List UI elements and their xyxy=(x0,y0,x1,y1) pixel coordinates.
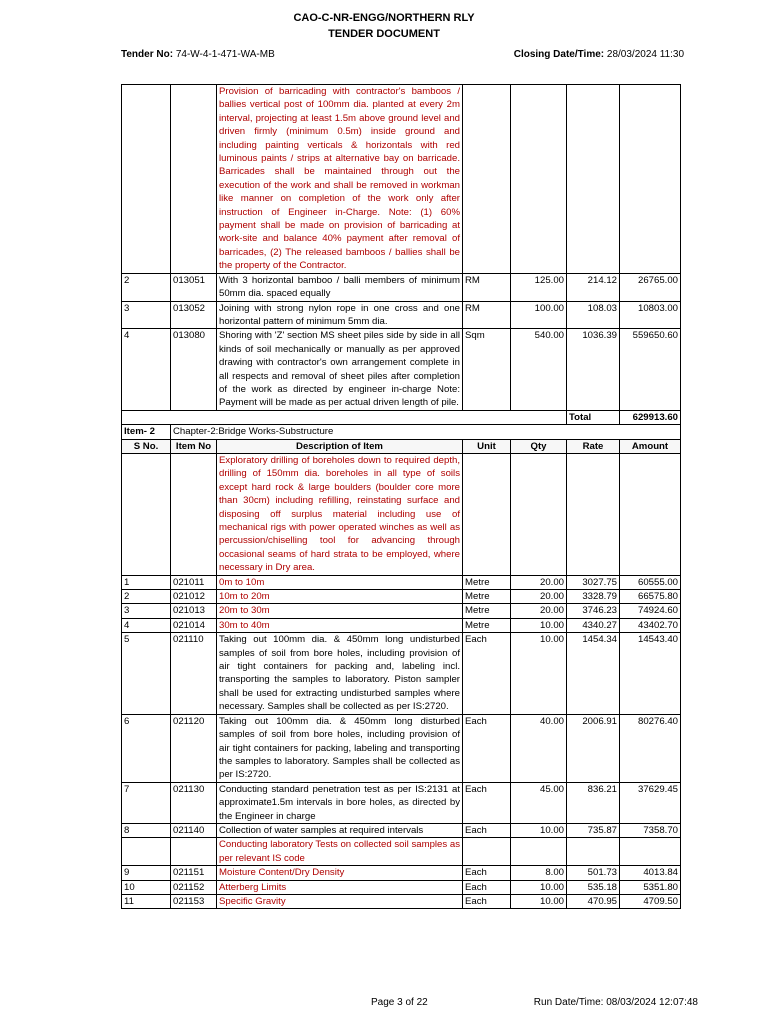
item-description: Taking out 100mm dia. & 450mm long disturbed samples of soil from bore holes, including provision of air tight containers for packing, labeling and transporting the samples to laboratory. Samples shall be collected as per IS:2720. xyxy=(217,714,463,782)
unit: Each xyxy=(463,823,511,837)
quantity: 10.00 xyxy=(511,618,567,632)
rate: 1036.39 xyxy=(567,329,620,410)
quantity: 8.00 xyxy=(511,866,567,880)
serial-number: 1 xyxy=(122,575,171,589)
column-header-unit: Unit xyxy=(463,439,511,453)
table-row xyxy=(122,85,681,274)
quantity: 125.00 xyxy=(511,273,567,301)
table-row xyxy=(122,618,681,632)
rate: 836.21 xyxy=(567,782,620,823)
table-row xyxy=(122,329,681,410)
amount: 66575.80 xyxy=(620,590,681,604)
rate: 3746.23 xyxy=(567,604,620,618)
table-row xyxy=(122,575,681,589)
closing-datetime xyxy=(514,49,684,60)
organization-title: CAO-C-NR-ENGG/NORTHERN RLY xyxy=(293,12,475,24)
rate: 108.03 xyxy=(567,301,620,329)
unit: Metre xyxy=(463,575,511,589)
table-row xyxy=(122,301,681,329)
amount: 80276.40 xyxy=(620,714,681,782)
item-number: 021151 xyxy=(171,866,217,880)
table-row xyxy=(122,714,681,782)
item-description: Atterberg Limits xyxy=(217,880,463,894)
total-row xyxy=(122,410,681,424)
unit: Metre xyxy=(463,604,511,618)
unit: Each xyxy=(463,894,511,908)
item-description: 0m to 10m xyxy=(217,575,463,589)
item-number: 021012 xyxy=(171,590,217,604)
amount: 37629.45 xyxy=(620,782,681,823)
item-description: Taking out 100mm dia. & 450mm long undisturbed samples of soil from bore holes, including provision of air tight containers for packing and, labeling incl. transporting the samples to laboratory. Piston sampler shall be used for extracting undisturbed samples where necessary. Samples shall be collected as per IS:2720. xyxy=(217,633,463,714)
page-number: Page 3 of 22 xyxy=(371,997,428,1008)
amount: 43402.70 xyxy=(620,618,681,632)
quantity: 100.00 xyxy=(511,301,567,329)
serial-number: 7 xyxy=(122,782,171,823)
unit: RM xyxy=(463,273,511,301)
serial-number: 8 xyxy=(122,823,171,837)
tender-schedule-table xyxy=(121,84,681,909)
amount: 4709.50 xyxy=(620,894,681,908)
amount: 26765.00 xyxy=(620,273,681,301)
item-number: 021014 xyxy=(171,618,217,632)
item-description: Specific Gravity xyxy=(217,894,463,908)
table-row xyxy=(122,894,681,908)
amount: 60555.00 xyxy=(620,575,681,589)
item-number: 021013 xyxy=(171,604,217,618)
closing-datetime-label: Closing Date/Time: xyxy=(513,49,605,60)
table-row xyxy=(122,880,681,894)
unit: Each xyxy=(463,782,511,823)
serial-number: 9 xyxy=(122,866,171,880)
table-row xyxy=(122,590,681,604)
serial-number: 6 xyxy=(122,714,171,782)
rate: 3328.79 xyxy=(567,590,620,604)
serial-number: 4 xyxy=(122,618,171,632)
rate: 4340.27 xyxy=(567,618,620,632)
table-row xyxy=(122,273,681,301)
item-number: 021140 xyxy=(171,823,217,837)
quantity: 20.00 xyxy=(511,590,567,604)
item-number: 021152 xyxy=(171,880,217,894)
item-number: 021153 xyxy=(171,894,217,908)
rate: 1454.34 xyxy=(567,633,620,714)
item-number: 021110 xyxy=(171,633,217,714)
quantity: 10.00 xyxy=(511,823,567,837)
tender-number-label: Tender No: xyxy=(121,49,174,60)
quantity: 10.00 xyxy=(511,880,567,894)
quantity: 20.00 xyxy=(511,575,567,589)
table-row xyxy=(122,866,681,880)
chapter-title: Chapter-2:Bridge Works-Substructure xyxy=(171,425,681,439)
rate: 501.73 xyxy=(567,866,620,880)
quantity: 40.00 xyxy=(511,714,567,782)
rate: 535.18 xyxy=(567,880,620,894)
rate: 3027.75 xyxy=(567,575,620,589)
serial-number: 5 xyxy=(122,633,171,714)
serial-number: 2 xyxy=(122,273,171,301)
item-description: 30m to 40m xyxy=(217,618,463,632)
item-number: 013051 xyxy=(171,273,217,301)
item-number: 013052 xyxy=(171,301,217,329)
unit: RM xyxy=(463,301,511,329)
item-description: With 3 horizontal bamboo / balli members of minimum 50mm dia. spaced equally xyxy=(217,273,463,301)
rate: 470.95 xyxy=(567,894,620,908)
item-description: Collection of water samples at required intervals xyxy=(217,823,463,837)
amount: 7358.70 xyxy=(620,823,681,837)
item-label: Item- 2 xyxy=(122,425,171,439)
item-description: Exploratory drilling of boreholes down to required depth, drilling of 150mm dia. boreholes in all type of soils except hard rock & large boulders (boulder core more than 30cm) including refilling, reinstating surface and disposing off surplus material including use of mechanical rigs with power operated winches as well as percussion/chiselling tool for advancing through occasional seams of hard strata to be employed, where necessary in Dry area. xyxy=(217,453,463,575)
column-header-sno: S No. xyxy=(122,439,171,453)
table-row xyxy=(122,782,681,823)
item-header-row xyxy=(122,425,681,439)
unit: Metre xyxy=(463,590,511,604)
column-header-qty: Qty xyxy=(511,439,567,453)
rate: 2006.91 xyxy=(567,714,620,782)
column-header-amount: Amount xyxy=(620,439,681,453)
item-description: 10m to 20m xyxy=(217,590,463,604)
table-row xyxy=(122,604,681,618)
table-row xyxy=(122,633,681,714)
item-description: Moisture Content/Dry Density xyxy=(217,866,463,880)
item-description: Conducting standard penetration test as per IS:2131 at approximate1.5m intervals in bore holes, as directed by the Engineer in charge xyxy=(217,782,463,823)
unit: Each xyxy=(463,714,511,782)
item-number: 021130 xyxy=(171,782,217,823)
tender-number xyxy=(121,49,275,60)
item-description: Joining with strong nylon rope in one cross and one horizontal pattern of minimum 5mm dia. xyxy=(217,301,463,329)
item-description: 20m to 30m xyxy=(217,604,463,618)
amount: 14543.40 xyxy=(620,633,681,714)
quantity: 45.00 xyxy=(511,782,567,823)
quantity: 540.00 xyxy=(511,329,567,410)
quantity: 10.00 xyxy=(511,633,567,714)
closing-datetime-value: 28/03/2024 11:30 xyxy=(606,49,684,60)
unit: Metre xyxy=(463,618,511,632)
item-description: Conducting laboratory Tests on collected soil samples as per relevant IS code xyxy=(217,838,463,866)
item-description: Shoring with 'Z' section MS sheet piles side by side in all kinds of soil mechanically or manually as per approved drawing with contractor's own arrangement complete in all respects and removal of sheet piles after completion of the work as directed by engineer in-charge Note: Payment will be made as per actual driven length of pile. xyxy=(217,329,463,410)
quantity: 20.00 xyxy=(511,604,567,618)
run-datetime-value: 08/03/2024 12:07:48 xyxy=(606,997,698,1008)
serial-number: 11 xyxy=(122,894,171,908)
table-row xyxy=(122,823,681,837)
serial-number: 10 xyxy=(122,880,171,894)
table-row xyxy=(122,453,681,575)
serial-number: 3 xyxy=(122,301,171,329)
serial-number: 3 xyxy=(122,604,171,618)
column-header-rate: Rate xyxy=(567,439,620,453)
unit: Each xyxy=(463,866,511,880)
amount: 559650.60 xyxy=(620,329,681,410)
serial-number: 4 xyxy=(122,329,171,410)
unit: Each xyxy=(463,633,511,714)
total-label: Total xyxy=(567,410,620,424)
item-description: Provision of barricading with contractor's bamboos / ballies vertical post of 100mm dia. planted at every 2m interval, projecting at least 1.5m above ground level and driven firmly (minimum 0.5m) inside ground and including painting verticals & horizontals with red luminous paints / strips at alternative bay on barricade. Barricades shall be maintained through out the execution of the work and shall be removed in workman like manner on completion of the work only after instruction of Engineer in-Charge. Note: (1) 60% payment shall be made on provision of barricading at work-site and balance 40% payment after removal of barricades, (2) The released bamboos / ballies shall be the property of the Contractor. xyxy=(217,85,463,274)
unit: Sqm xyxy=(463,329,511,410)
unit: Each xyxy=(463,880,511,894)
table-row xyxy=(122,838,681,866)
quantity: 10.00 xyxy=(511,894,567,908)
run-datetime-label: Run Date/Time: xyxy=(533,997,604,1008)
serial-number: 2 xyxy=(122,590,171,604)
amount: 5351.80 xyxy=(620,880,681,894)
rate: 214.12 xyxy=(567,273,620,301)
column-header-desc: Description of Item xyxy=(217,439,463,453)
item-number: 021120 xyxy=(171,714,217,782)
item-number: 021011 xyxy=(171,575,217,589)
amount: 74924.60 xyxy=(620,604,681,618)
rate: 735.87 xyxy=(567,823,620,837)
tender-number-value: 74-W-4-1-471-WA-MB xyxy=(175,49,275,60)
amount: 4013.84 xyxy=(620,866,681,880)
amount: 10803.00 xyxy=(620,301,681,329)
column-header-row xyxy=(122,439,681,453)
item-number: 013080 xyxy=(171,329,217,410)
column-header-item: Item No xyxy=(171,439,217,453)
document-title: TENDER DOCUMENT xyxy=(328,28,440,40)
run-datetime xyxy=(534,997,698,1008)
total-amount: 629913.60 xyxy=(620,410,681,424)
